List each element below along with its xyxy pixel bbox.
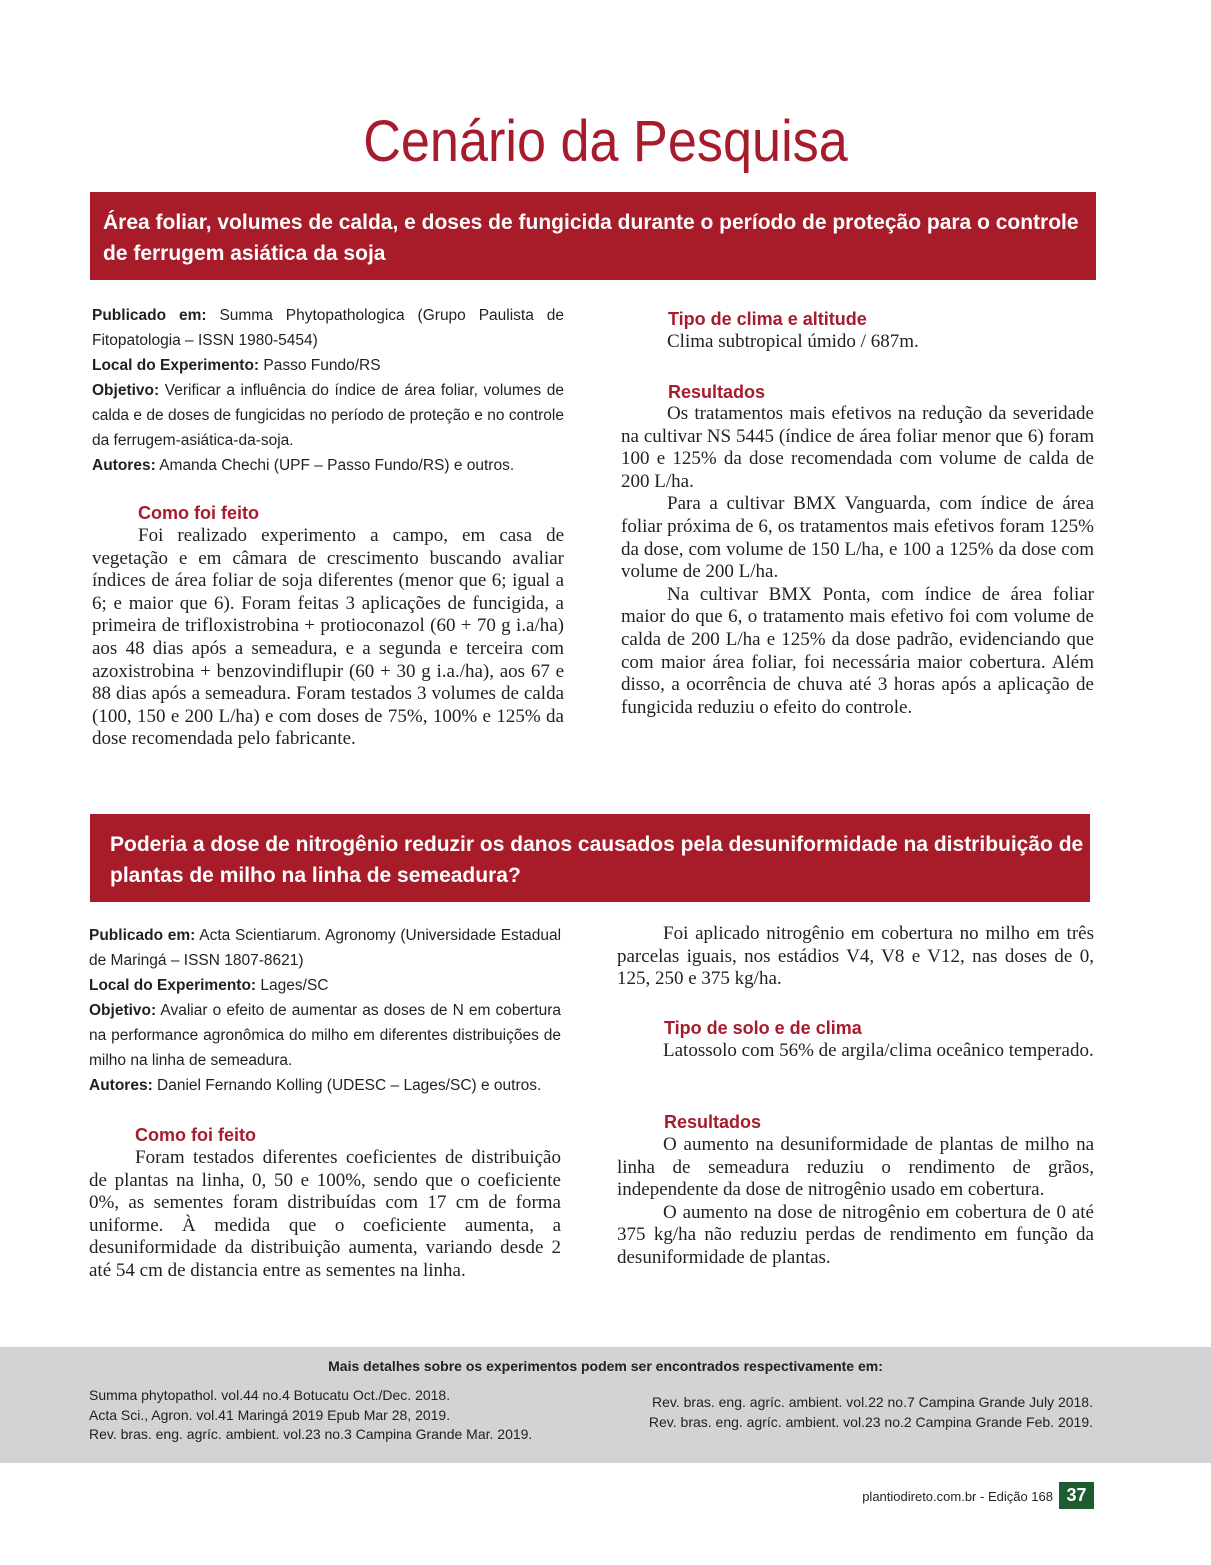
article2-title-line2: plantas de milho na linha de semeadura? <box>110 864 521 887</box>
reference-item: Acta Sci., Agron. vol.41 Maringá 2019 Epub Mar 28, 2019. <box>89 1406 451 1423</box>
page-title: Cenário da Pesquisa <box>363 109 848 174</box>
article2-publicado: Publicado em: Acta Scientiarum. Agronomy (Universidade Estadual de Maringá – ISSN 1807-8621) <box>89 927 562 969</box>
article1-publicado: Publicado em: Summa Phytopathologica (Grupo Paulista de Fitopatologia – ISSN 1980-5454) <box>92 307 564 349</box>
article1-title-banner <box>90 192 1096 280</box>
article2-aplicado-text: Foi aplicado nitrogênio em cobertura no milho em três parcelas iguais, nos estádios V4, V8 e V12, nas doses de 0, 125, 250 e 375 kg/ha. <box>617 923 1094 990</box>
article1-title-line1: Área foliar, volumes de calda, e doses de fungicida durante o período de proteção para o controle <box>103 211 1079 234</box>
article1-resultados-text: Os tratamentos mais efetivos na redução da severidade na cultivar NS 5445 (índice de área foliar menor que 6) foram 100 e 125% da dose recomendada com volume de calda de 200 L/ha. Para a cultivar BMX Vanguarda, com índice de área foliar próxima de 6, os tratamentos mais efetivos foram 125% da dose, com volume de 150 L/ha, e 100 a 125% da dose com volume de 200 L/ha. Na cultivar BMX Ponta, com índice de área foliar maior do que 6, o tratamento mais efetivo foi com volume de calda de 200 L/ha e 125% da dose padrão, evidenciando que com maior área foliar, foi necessária maior cobertura. Além disso, a ocorrência de chuva até 3 horas após a aplicação de fungicida reduziu o efeito do controle. <box>621 403 1094 718</box>
article1-clima-heading: Tipo de clima e altitude <box>668 309 867 329</box>
article2-local: Local do Experimento: Lages/SC <box>89 977 329 994</box>
article2-title-line1: Poderia a dose de nitrogênio reduzir os danos causados pela desuniformidade na distribuição de <box>110 833 1084 856</box>
edition-label: Edição 168 <box>987 1489 1053 1504</box>
article1-objetivo: Objetivo: Verificar a influência do índice de área foliar, volumes de calda e de doses de fungicidas no período de proteção e no controle da ferrugem-asiática-da-soja. <box>92 382 564 449</box>
reference-item: Rev. bras. eng. agríc. ambient. vol.23 no.3 Campina Grande Mar. 2019. <box>89 1426 533 1442</box>
site-url: plantiodireto.com.br <box>862 1489 977 1504</box>
references-left <box>89 1386 532 1445</box>
article1-autores: Autores: Amanda Chechi (UPF – Passo Fundo/RS) e outros. <box>92 457 515 474</box>
article2-solo-heading: Tipo de solo e de clima <box>664 1018 862 1038</box>
article1-metadata <box>92 303 564 478</box>
article2-resultados-text: O aumento na desuniformidade de plantas de milho na linha de semeadura reduziu o rendimento de grãos, independente da dose de nitrogênio usado em cobertura. O aumento na dose de nitrogênio em cobertura de 0 até 375 kg/ha não reduziu perdas de rendimento em função da desuniformidade de plantas. <box>617 1134 1094 1268</box>
article1-como-heading: Como foi feito <box>138 503 259 523</box>
reference-item: Summa phytopathol. vol.44 no.4 Botucatu Oct./Dec. 2018. <box>89 1387 451 1403</box>
article2-objetivo: Objetivo: Avaliar o efeito de aumentar as doses de N em cobertura na performance agronômica do milho em diferentes distribuições de milho na linha de semeadura. <box>89 1002 561 1069</box>
article2-metadata <box>89 923 561 1098</box>
article1-title-line2: de ferrugem asiática da soja <box>103 242 386 265</box>
separator: - <box>976 1489 988 1504</box>
article2-autores: Autores: Daniel Fernando Kolling (UDESC – Lages/SC) e outros. <box>89 1077 542 1094</box>
references-right <box>649 1393 1093 1432</box>
reference-item: Rev. bras. eng. agríc. ambient. vol.23 no.2 Campina Grande Feb. 2019. <box>648 1413 1093 1430</box>
article2-como-text: Foram testados diferentes coeficientes de distribuição de plantas na linha, 0, 50 e 100%, sendo que o coeficiente 0%, as sementes foram distribuídas com 17 cm de forma uniforme. À medida que o coeficiente aumenta, a desuniformidade da distribuição aumenta, variando desde 2 até 54 cm de distancia entre as sementes na linha. <box>89 1147 561 1281</box>
article1-local: Local do Experimento: Passo Fundo/RS <box>92 357 381 374</box>
article2-resultados-heading: Resultados <box>664 1112 762 1132</box>
article1-resultados-heading: Resultados <box>668 382 766 402</box>
article2-solo-text: Latossolo com 56% de argila/clima oceânico temperado. <box>663 1040 1094 1061</box>
article1-como-text: Foi realizado experimento a campo, em casa de vegetação e em câmara de crescimento buscando avaliar índices de área foliar de soja diferentes (menor que 6; igual a 6; e maior que 6). Foram feitas 3 aplicações de funcigida, a primeira de trifloxistrobina + protioconazol (60 + 70 g i.a/ha) aos 48 dias após a semeadura, e a segunda e terceira com azoxistrobina + benzovindiflupir (60 + 30 g i.a./ha), aos 67 e 88 dias após a semeadura. Foram testados 3 volumes de calda (100, 150 e 200 L/ha) e com doses de 75%, 100% e 125% da dose recomendada pelo fabricante. <box>92 525 564 750</box>
article2-title-banner <box>90 814 1090 902</box>
page-number: 37 <box>1059 1482 1094 1509</box>
reference-item: Rev. bras. eng. agríc. ambient. vol.22 no.7 Campina Grande July 2018. <box>652 1394 1093 1410</box>
article2-como-heading: Como foi feito <box>135 1125 256 1145</box>
references-title: Mais detalhes sobre os experimentos podem ser encontrados respectivamente em: <box>328 1358 883 1374</box>
article1-clima-text: Clima subtropical úmido / 687m. <box>667 331 919 352</box>
site-edition <box>862 1489 1053 1504</box>
